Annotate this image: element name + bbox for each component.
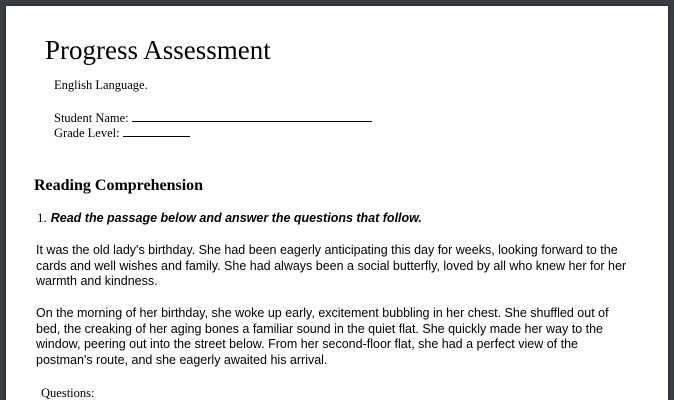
grade-level-blank xyxy=(123,125,190,137)
grade-level-label: Grade Level: xyxy=(54,126,120,140)
student-name-label: Student Name: xyxy=(54,111,129,125)
page-title: Progress Assessment xyxy=(45,35,271,65)
document-page xyxy=(6,6,668,400)
questions-label: Questions: xyxy=(41,386,95,400)
passage-paragraph-1: It was the old lady's birthday. She had been eagerly anticipating this day for weeks, looking forward to the cards and well wishes and family. She had always been a social butterfly, loved by all who knew her for her warmth and kindness. xyxy=(36,243,627,288)
section-heading: Reading Comprehension xyxy=(34,177,204,194)
passage-paragraph-2: On the morning of her birthday, she woke up early, excitement bubbling in her chest. She shuffled out of bed, the creaking of her aging bones a familiar sound in the quiet flat. She quickly made her way to the window, peering out into the street below. From her second-floor flat, she had a perfect view of the postman's route, and she eagerly awaited his arrival. xyxy=(36,306,609,367)
student-name-blank xyxy=(132,110,372,122)
question-instruction-row xyxy=(37,210,422,226)
question-number: 1. xyxy=(37,210,47,225)
grade-level-row xyxy=(54,125,190,141)
subject-line: English Language. xyxy=(54,78,148,92)
question-instruction: Read the passage below and answer the questions that follow. xyxy=(50,211,422,225)
student-name-row xyxy=(54,110,372,126)
